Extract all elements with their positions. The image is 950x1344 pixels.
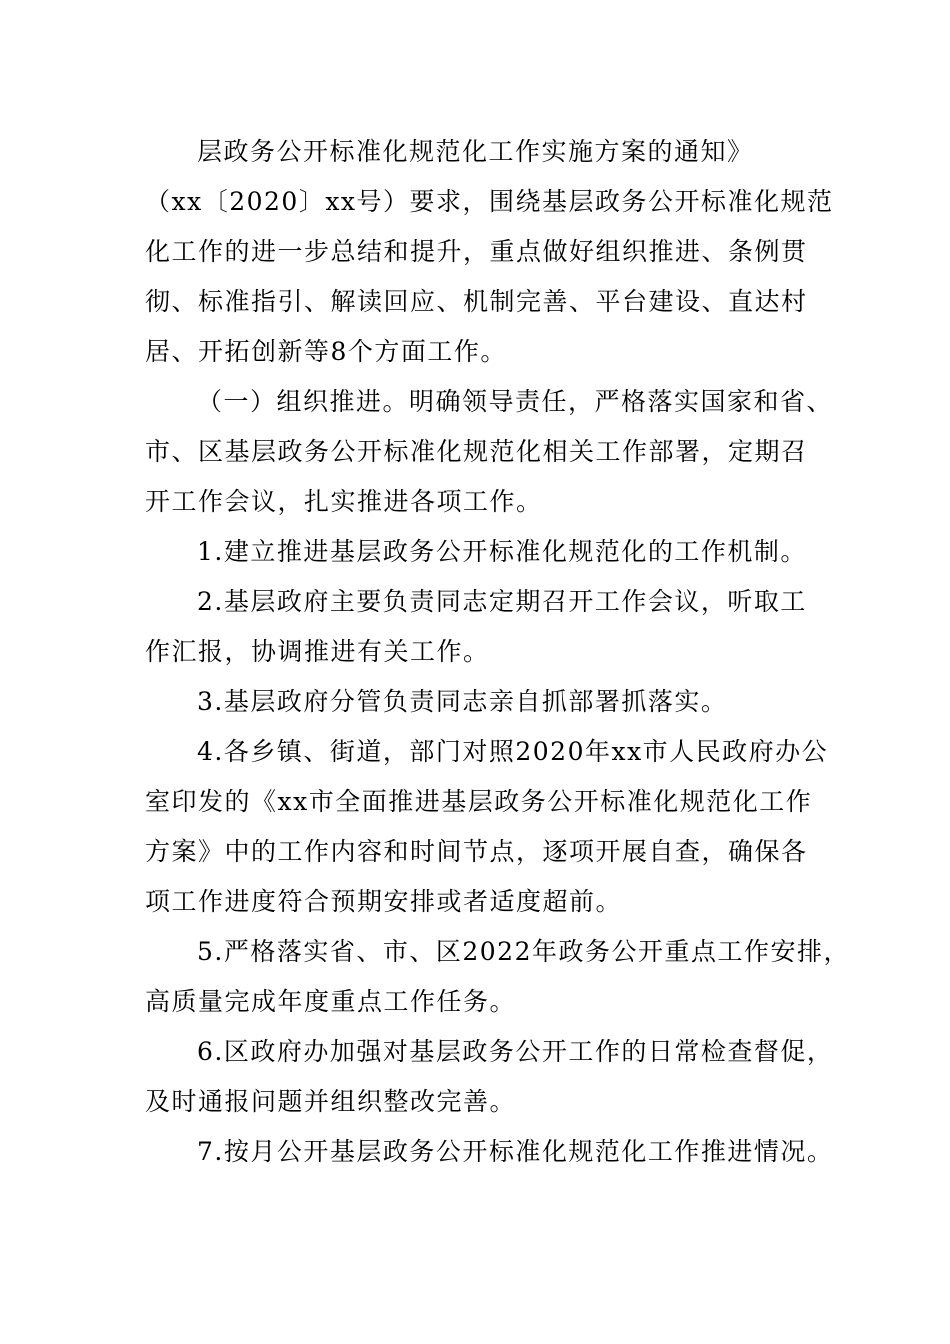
list-item-3: 3.基层政府分管负责同志亲自抓部署抓落实。	[197, 687, 728, 716]
text-line: 及时通报问题并组织整改完善。	[145, 1087, 517, 1116]
text-line: 化工作的进一步总结和提升，重点做好组织推进、条例贯	[145, 237, 808, 266]
text-line: 层政务公开标准化规范化工作实施方案的通知》	[197, 137, 754, 166]
text-line: 彻、标准指引、解读回应、机制完善、平台建设、直达村	[145, 287, 808, 316]
text-line: 高质量完成年度重点工作任务。	[145, 987, 517, 1016]
text-line: 项工作进度符合预期安排或者适度超前。	[145, 887, 623, 916]
text-line: 方案》中的工作内容和时间节点，逐项开展自查，确保各	[145, 837, 808, 866]
list-item-1: 1.建立推进基层政务公开标准化规范化的工作机制。	[197, 537, 807, 566]
text-line: 市、区基层政务公开标准化规范化相关工作部署，定期召	[145, 437, 808, 466]
text-line: 作汇报，协调推进有关工作。	[145, 637, 490, 666]
list-item-6: 6.区政府办加强对基层政务公开工作的日常检查督促，	[197, 1037, 834, 1066]
text-line: （xx〔2020〕xx号）要求，围绕基层政务公开标准化规范	[145, 187, 834, 216]
list-item-7: 7.按月公开基层政务公开标准化规范化工作推进情况。	[197, 1137, 834, 1166]
list-item-2: 2.基层政府主要负责同志定期召开工作会议，听取工	[197, 587, 807, 616]
text-line: 室印发的《xx市全面推进基层政务公开标准化规范化工作	[145, 787, 813, 816]
text-line: 开工作会议，扎实推进各项工作。	[145, 487, 543, 516]
list-item-4: 4.各乡镇、街道，部门对照2020年xx市人民政府办公	[197, 737, 829, 766]
section-heading-line: （一）组织推进。明确领导责任，严格落实国家和省、	[197, 387, 834, 416]
text-line: 居、开拓创新等8个方面工作。	[145, 337, 507, 366]
list-item-5: 5.严格落实省、市、区2022年政务公开重点工作安排，	[197, 937, 850, 966]
